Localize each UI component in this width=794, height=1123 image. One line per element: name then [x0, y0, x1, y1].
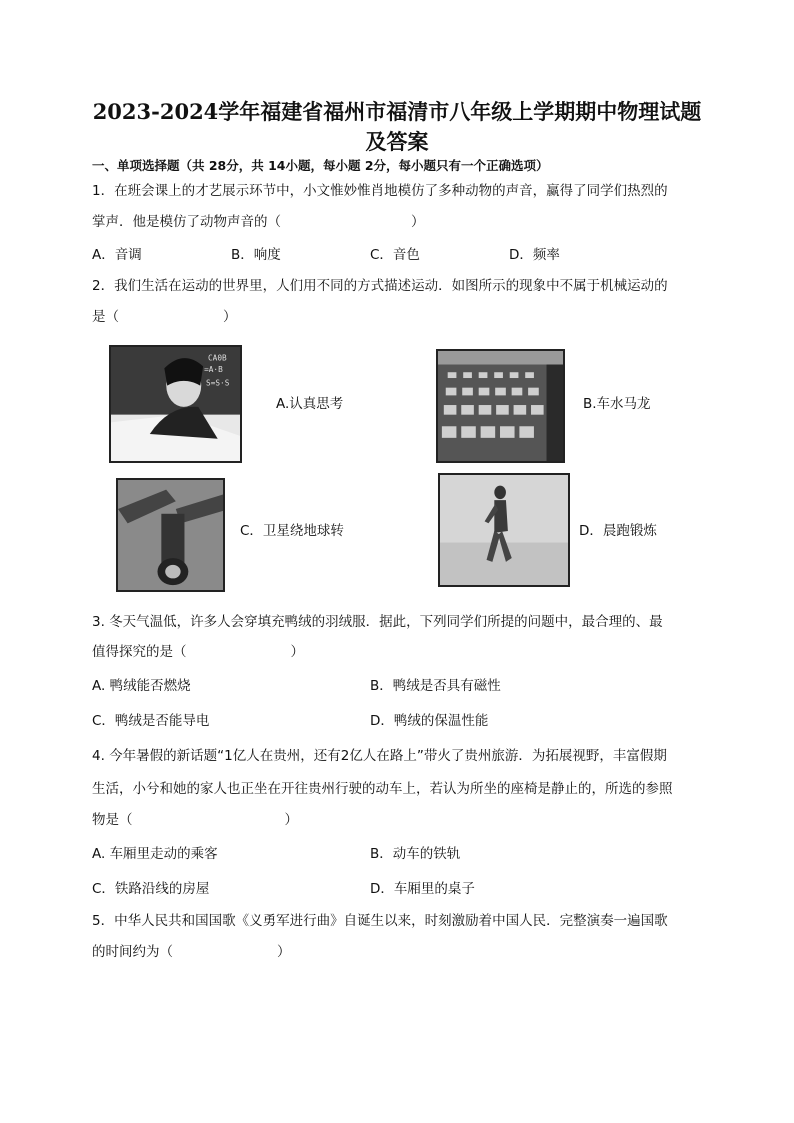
- q1-option-c: C．音色: [370, 247, 420, 263]
- q1-paren-close: ）: [411, 214, 425, 230]
- q4-stem: 物是（: [92, 812, 133, 828]
- q2-stem: 是（: [92, 309, 119, 325]
- svg-text:=A·B: =A·B: [204, 365, 223, 375]
- q1-text-line1: 1．在班会课上的才艺展示环节中，小文惟妙惟肖地模仿了多种动物的声音，赢得了同学们热烈的: [92, 183, 668, 199]
- q2-text-line2: [92, 307, 237, 327]
- q3-option-b: B．鸭绒是否具有磁性: [370, 678, 501, 694]
- q3-text-line2: [92, 642, 304, 662]
- q1-option-b: B．响度: [231, 247, 281, 263]
- option-d-label: D．晨跑锻炼: [579, 523, 657, 539]
- q5-text-line2: [92, 942, 291, 962]
- thinking-student-image: [109, 345, 242, 463]
- q4-option-a: A. 车厢里走动的乘客: [92, 846, 218, 862]
- morning-run-image: [438, 473, 570, 587]
- q1-stem: 掌声．他是模仿了动物声音的（: [92, 214, 281, 230]
- q3-paren-close: ）: [290, 644, 304, 660]
- q3-option-a: A. 鸭绒能否燃烧: [92, 678, 191, 694]
- q4-option-b: B．动车的铁轨: [370, 846, 461, 862]
- q1-option-a: A．音调: [92, 247, 142, 263]
- traffic-jam-image: [436, 349, 565, 463]
- page-title: 2023-2024学年福建省福州市福清市八年级上学期期中物理试题: [92, 99, 702, 124]
- section-heading: 一、单项选择题（共 28分，共 14小题，每小题 2分，每小题只有一个正确选项）: [92, 158, 549, 173]
- q5-stem: 的时间约为（: [92, 944, 173, 960]
- q4-paren-close: ）: [284, 812, 298, 828]
- satellite-image: [116, 478, 225, 592]
- q4-option-d: D．车厢里的桌子: [370, 881, 475, 897]
- q4-text-line3: [92, 810, 298, 830]
- q4-text-line2: 生活，小兮和她的家人也正坐在开往贵州行驶的动车上，若认为所坐的座椅是静止的，所选的参照: [92, 781, 673, 797]
- q4-text-line1: 4. 今年暑假的新话题“1亿人在贵州，还有2亿人在路上”带火了贵州旅游．为拓展视野，丰富假期: [92, 748, 667, 764]
- option-b-label: B.车水马龙: [583, 396, 651, 412]
- q3-option-d: D．鸭绒的保温性能: [370, 713, 489, 729]
- page-title-line2: 及答案: [365, 129, 429, 154]
- q3-text-line1: 3. 冬天气温低，许多人会穿填充鸭绒的羽绒服．据此，下列同学们所提的问题中，最合理的、最: [92, 614, 663, 630]
- q2-text-line1: 2．我们生活在运动的世界里，人们用不同的方式描述运动．如图所示的现象中不属于机械运动的: [92, 278, 668, 294]
- q2-paren-close: ）: [223, 309, 237, 325]
- q5-paren-close: ）: [277, 944, 291, 960]
- option-c-label: C．卫星绕地球转: [240, 523, 344, 539]
- q4-option-c: C．铁路沿线的房屋: [92, 881, 210, 897]
- q5-text-line1: 5．中华人民共和国国歌《义勇军进行曲》自诞生以来，时刻激励着中国人民．完整演奏一遍国歌: [92, 913, 668, 929]
- q1-text-line2: [92, 212, 425, 232]
- q3-option-c: C．鸭绒是否能导电: [92, 713, 210, 729]
- svg-text:CA0B: CA0B: [207, 353, 227, 363]
- q3-stem: 值得探究的是（: [92, 644, 187, 660]
- option-a-label: A.认真思考: [276, 396, 344, 412]
- svg-text:S=S·S: S=S·S: [206, 378, 230, 388]
- q1-option-d: D．频率: [509, 247, 560, 263]
